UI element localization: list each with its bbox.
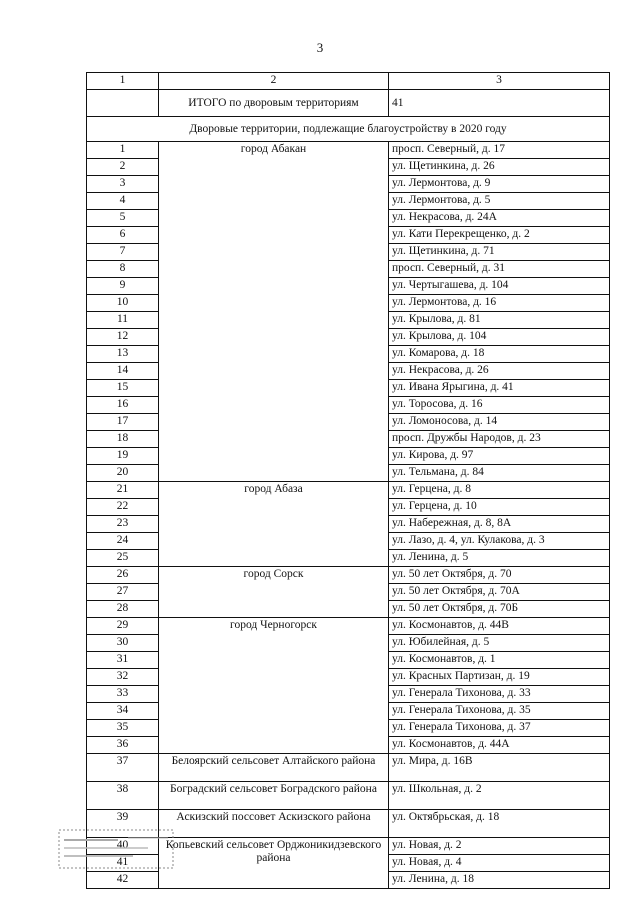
table-row	[87, 142, 610, 159]
row-number: 26	[87, 567, 159, 584]
row-number: 21	[87, 482, 159, 499]
address: ул. 50 лет Октября, д. 70Б	[389, 601, 610, 618]
total-row	[87, 90, 610, 117]
municipality-name: Белоярский сельсовет Алтайского района	[159, 754, 389, 782]
row-number: 4	[87, 193, 159, 210]
address: ул. Набережная, д. 8, 8А	[389, 516, 610, 533]
row-number: 11	[87, 312, 159, 329]
section-row	[87, 117, 610, 142]
row-number: 14	[87, 363, 159, 380]
address: ул. Герцена, д. 10	[389, 499, 610, 516]
row-number: 9	[87, 278, 159, 295]
row-number: 17	[87, 414, 159, 431]
row-number: 39	[87, 810, 159, 838]
municipality-name: Аскизский поссовет Аскизского района	[159, 810, 389, 838]
address: ул. Красных Партизан, д. 19	[389, 669, 610, 686]
address: ул. Новая, д. 4	[389, 855, 610, 872]
row-number: 40	[87, 838, 159, 855]
row-number: 31	[87, 652, 159, 669]
row-number: 34	[87, 703, 159, 720]
address: ул. Генерала Тихонова, д. 33	[389, 686, 610, 703]
section-title: Дворовые территории, подлежащие благоустройству в 2020 году	[87, 117, 610, 142]
header-col-1: 1	[87, 73, 159, 90]
address: ул. Космонавтов, д. 1	[389, 652, 610, 669]
address: ул. Крылова, д. 81	[389, 312, 610, 329]
address: ул. Некрасова, д. 26	[389, 363, 610, 380]
row-number: 36	[87, 737, 159, 754]
row-number: 10	[87, 295, 159, 312]
row-number: 8	[87, 261, 159, 278]
row-number: 6	[87, 227, 159, 244]
header-col-3: 3	[389, 73, 610, 90]
row-number: 13	[87, 346, 159, 363]
row-number: 15	[87, 380, 159, 397]
address: ул. Генерала Тихонова, д. 37	[389, 720, 610, 737]
row-number: 27	[87, 584, 159, 601]
row-number: 3	[87, 176, 159, 193]
municipality-name: город Сорск	[159, 567, 389, 618]
row-number: 19	[87, 448, 159, 465]
row-number: 2	[87, 159, 159, 176]
address: просп. Дружбы Народов, д. 23	[389, 431, 610, 448]
address: ул. Чертыгашева, д. 104	[389, 278, 610, 295]
address: ул. Космонавтов, д. 44А	[389, 737, 610, 754]
row-number: 41	[87, 855, 159, 872]
table-row	[87, 618, 610, 635]
address: ул. Ивана Ярыгина, д. 41	[389, 380, 610, 397]
row-number: 7	[87, 244, 159, 261]
table-row	[87, 782, 610, 810]
address: ул. Новая, д. 2	[389, 838, 610, 855]
address: просп. Северный, д. 31	[389, 261, 610, 278]
table-row	[87, 567, 610, 584]
row-number: 12	[87, 329, 159, 346]
address: ул. Лазо, д. 4, ул. Кулакова, д. 3	[389, 533, 610, 550]
row-number: 28	[87, 601, 159, 618]
address: ул. Лермонтова, д. 16	[389, 295, 610, 312]
header-row	[87, 73, 610, 90]
row-number: 32	[87, 669, 159, 686]
row-number: 18	[87, 431, 159, 448]
municipality-name: Боградский сельсовет Боградского района	[159, 782, 389, 810]
address: ул. Юбилейная, д. 5	[389, 635, 610, 652]
address: ул. Щетинкина, д. 71	[389, 244, 610, 261]
row-number: 30	[87, 635, 159, 652]
municipality-name: город Абаза	[159, 482, 389, 567]
address: ул. Октябрьская, д. 18	[389, 810, 610, 838]
address: ул. 50 лет Октября, д. 70А	[389, 584, 610, 601]
row-number: 16	[87, 397, 159, 414]
address: ул. 50 лет Октября, д. 70	[389, 567, 610, 584]
address: ул. Некрасова, д. 24А	[389, 210, 610, 227]
address: ул. Космонавтов, д. 44В	[389, 618, 610, 635]
address: ул. Лермонтова, д. 5	[389, 193, 610, 210]
address: ул. Ленина, д. 18	[389, 872, 610, 889]
table-row	[87, 754, 610, 782]
row-number: 23	[87, 516, 159, 533]
address: ул. Крылова, д. 104	[389, 329, 610, 346]
row-number: 42	[87, 872, 159, 889]
row-number: 20	[87, 465, 159, 482]
address: ул. Ломоносова, д. 14	[389, 414, 610, 431]
row-number: 29	[87, 618, 159, 635]
table-row	[87, 482, 610, 499]
courtyard-register-table	[86, 72, 610, 889]
row-number: 1	[87, 142, 159, 159]
row-number: 25	[87, 550, 159, 567]
municipality-name: город Абакан	[159, 142, 389, 482]
municipality-name: город Черногорск	[159, 618, 389, 754]
address: ул. Мира, д. 16В	[389, 754, 610, 782]
total-empty-cell	[87, 90, 159, 117]
address: ул. Кирова, д. 97	[389, 448, 610, 465]
municipality-name: Копьевский сельсовет Орджоникидзевского района	[159, 838, 389, 889]
total-label: ИТОГО по дворовым территориям	[159, 90, 389, 117]
address: ул. Торосова, д. 16	[389, 397, 610, 414]
page-number: 3	[316, 40, 324, 55]
address: ул. Герцена, д. 8	[389, 482, 610, 499]
address: ул. Кати Перекрещенко, д. 2	[389, 227, 610, 244]
row-number: 22	[87, 499, 159, 516]
address: ул. Генерала Тихонова, д. 35	[389, 703, 610, 720]
header-col-2: 2	[159, 73, 389, 90]
total-value: 41	[389, 90, 610, 117]
address: ул. Школьная, д. 2	[389, 782, 610, 810]
address: ул. Комарова, д. 18	[389, 346, 610, 363]
registration-stamp	[58, 826, 176, 872]
address: ул. Лермонтова, д. 9	[389, 176, 610, 193]
address: ул. Ленина, д. 5	[389, 550, 610, 567]
address: ул. Тельмана, д. 84	[389, 465, 610, 482]
row-number: 33	[87, 686, 159, 703]
row-number: 35	[87, 720, 159, 737]
row-number: 37	[87, 754, 159, 782]
address: просп. Северный, д. 17	[389, 142, 610, 159]
row-number: 5	[87, 210, 159, 227]
row-number: 38	[87, 782, 159, 810]
row-number: 24	[87, 533, 159, 550]
address: ул. Щетинкина, д. 26	[389, 159, 610, 176]
